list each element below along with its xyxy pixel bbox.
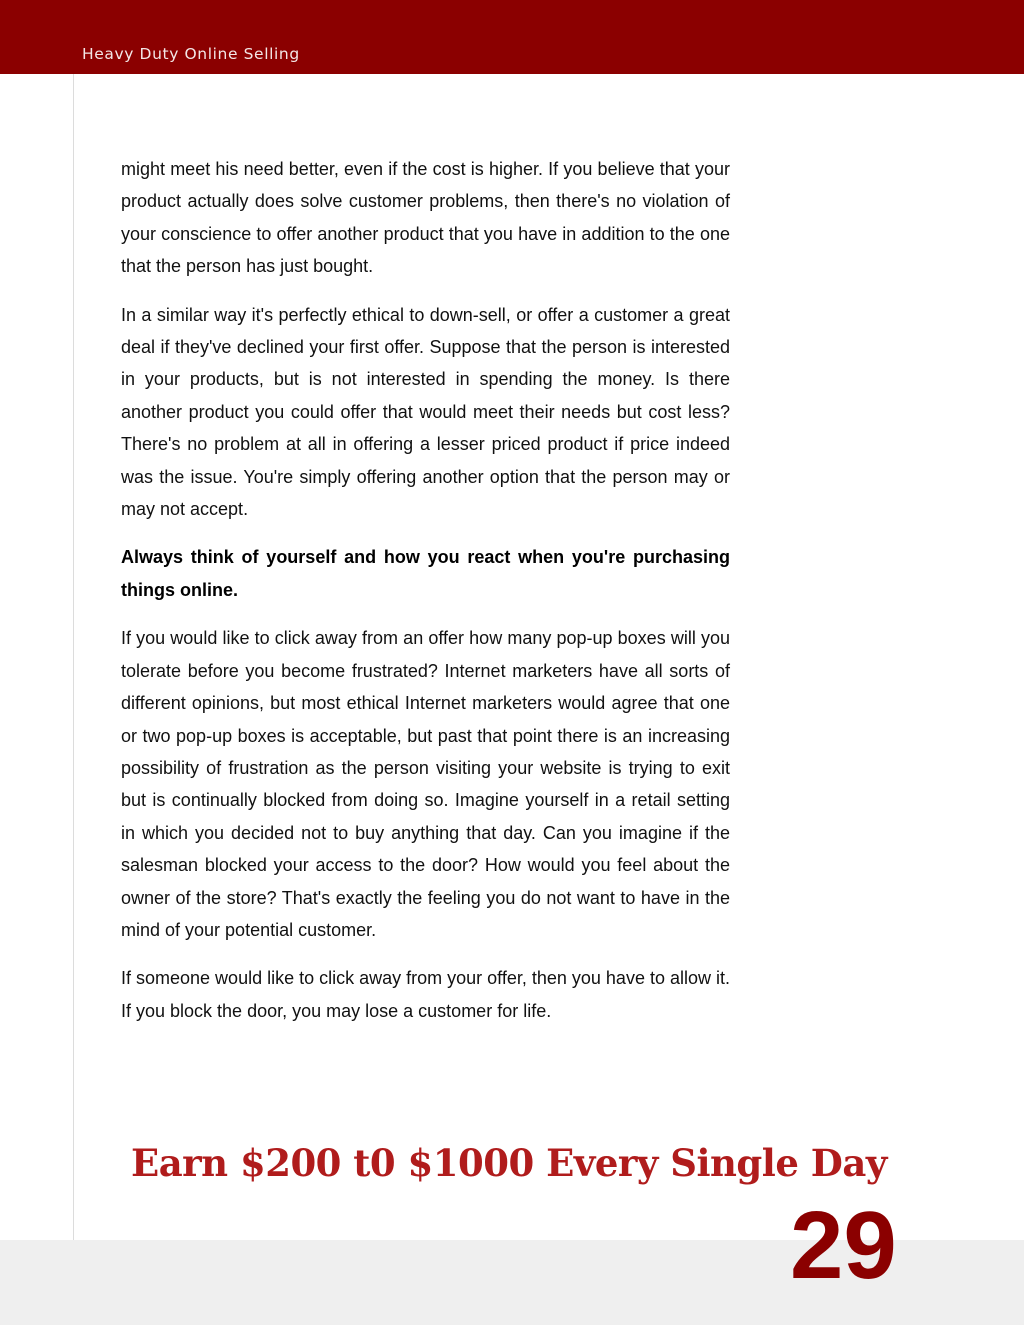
document-body [121, 153, 730, 1043]
paragraph-down-sell: In a similar way it's perfectly ethical to down-sell, or offer a customer a great deal if they've declined your first offer. Suppose that the person is interested in your products, but is not interested in spending the money. Is there another product you could offer that would meet their needs but cost less? There's no problem at all in offering a lesser priced product if price indeed was the issue. You're simply offering another option that the person may or may not accept. [121, 304, 730, 520]
paragraph-click-away: If someone would like to click away from your offer, then you have to allow it. If you block the door, you may lose a customer for life. [121, 968, 730, 1021]
page-number: 29 [790, 1192, 897, 1299]
promo-link[interactable]: Earn $200 t0 $1000 Every Single Day [131, 1141, 887, 1185]
margin-divider [73, 74, 74, 1240]
paragraph-continued: might meet his need better, even if the cost is higher. If you believe that your product actually does solve customer problems, then there's no violation of your conscience to offer another product that you have in addition to the one that the person has just bought. [121, 159, 730, 277]
header-title: Heavy Duty Online Selling [82, 45, 300, 63]
paragraph-emphasis: Always think of yourself and how you react when you're purchasing things online. [121, 547, 730, 600]
paragraph-pop-up-boxes: If you would like to click away from an offer how many pop-up boxes will you tolerate before you become frustrated? Internet marketers have all sorts of different opinions, but most ethical Internet marketers would agree that one or two pop-up boxes is acceptable, but past that point there is an increasing possibility of frustration as the person visiting your website is trying to exit but is continually blocked from doing so. Imagine yourself in a retail setting in which you decided not to buy anything that day. Can you imagine if the salesman blocked your access to the door? How would you feel about the owner of the store? That's exactly the feeling you do not want to have in the mind of your potential customer. [121, 628, 730, 940]
